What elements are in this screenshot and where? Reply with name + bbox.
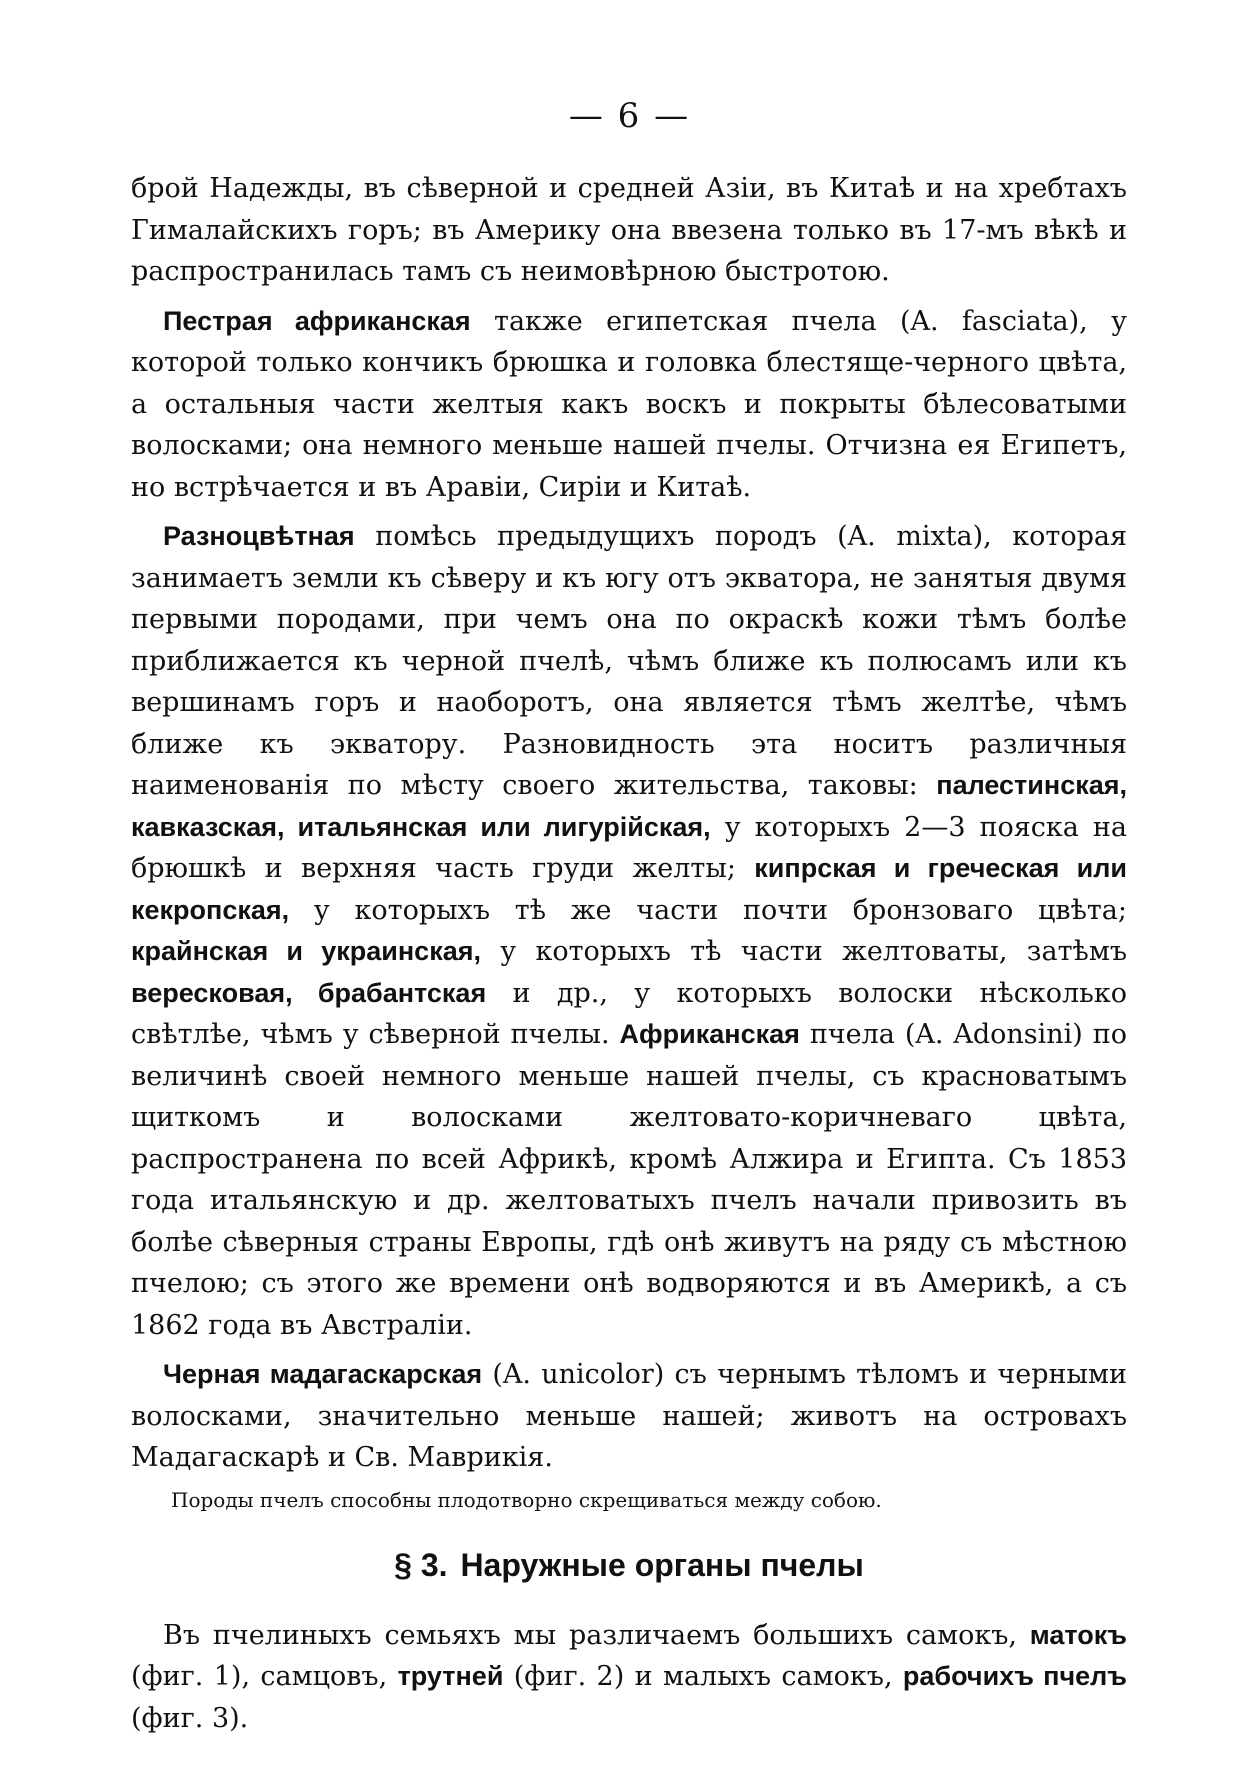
paragraph-text: (A. unicolor) съ чернымъ тѣломъ и черными волосками, значительно меньше нашей; животъ на островахъ Мадагаскарѣ и Св. Маврикія. [131, 1359, 1127, 1473]
paragraph-text: и др., у которыхъ волоски нѣсколько свѣтлѣе, чѣмъ у сѣверной пчелы. [131, 977, 1127, 1050]
bee-breed-name: Черная мадагаскарская [163, 1359, 483, 1389]
paragraph-african-striped-bee [131, 301, 1127, 509]
paragraph-text: (фиг. 1), самцовъ, [131, 1661, 398, 1692]
paragraph-text: у которыхъ 2—3 пояска на брюшкѣ и верхняя часть груди желты; [131, 811, 1127, 884]
body-text [131, 168, 1127, 1739]
section-heading [131, 1543, 1127, 1587]
paragraph-text: помѣсь предыдущихъ породъ (A. mixta), которая занимаетъ земли къ сѣверу и къ югу отъ экватора, не занятыя двумя первыми породами, при чемъ она по окраскѣ кожи тѣмъ болѣе приближается къ черной пчелѣ, чѣмъ ближе къ полюсамъ или къ вершинамъ горъ и наоборотъ, она является тѣмъ желтѣе, чѣмъ ближе къ экватору. Разновидность эта носитъ различныя наименованія по мѣсту своего жительства, таковы: [131, 521, 1127, 801]
caste-name: рабочихъ пчелъ [902, 1661, 1127, 1691]
bee-breed-name: Разноцвѣтная [163, 521, 355, 551]
bee-breed-name: крайнская и украинская, [131, 936, 481, 966]
paragraph-text: у которыхъ тѣ части желтоваты, затѣмъ [480, 936, 1127, 967]
bee-breed-name: палестинская, кавказская, итальянская или лигурійская, [131, 770, 1127, 842]
paragraph-mixed-bee [131, 516, 1127, 1346]
paragraph-text: (фиг. 3). [131, 1702, 249, 1734]
paragraph-text: также египетская пчела (A. fasciata), у которой только кончикъ брюшка и головка блестяще-черного цвѣта, а остальныя части желтыя какъ воскъ и покрыты бѣлесоватыми волосками; она немного меньше нашей пчелы. Отчизна ея Египетъ, но встрѣчается и въ Аравіи, Сиріи и Китаѣ. [131, 305, 1127, 503]
paragraph-text: у которыхъ тѣ же части почти бронзоваго цвѣта; [289, 894, 1127, 926]
paragraph-madagascar-bee [131, 1354, 1127, 1479]
footnote-crossbreeding: Породы пчелъ способны плодотворно скрещиваться между собою. [171, 1487, 882, 1512]
bee-breed-name: вересковая, брабантская [131, 977, 487, 1008]
paragraph-text: Въ пчелиныхъ семьяхъ мы различаемъ большихъ самокъ, [163, 1619, 1030, 1651]
paragraph-text: (фиг. 2) и малыхъ самокъ, [503, 1661, 903, 1692]
paragraph-text: пчела (A. Adonsini) по величинѣ своей немного меньше нашей пчелы, съ красноватымъ щиткомъ и волосками желтовато-коричневаго цвѣта, распространена по всей Африкѣ, кромѣ Алжира и Египта. Съ 1853 года итальянскую и др. желтоватыхъ пчелъ начали привозить въ болѣе сѣверныя страны Европы, гдѣ онѣ живутъ на ряду съ мѣстною пчелою; съ этого же времени онѣ водворяются и въ Америкѣ, а съ 1862 года въ Австраліи. [131, 1019, 1128, 1341]
page-number: — 6 — [568, 96, 691, 136]
section-title: Наружные органы пчелы [460, 1546, 864, 1583]
bee-breed-name: кипрская и греческая или кекропская, [131, 853, 1127, 925]
bee-breed-name: Пестрая африканская [163, 305, 471, 336]
caste-name: трутней [397, 1661, 504, 1691]
paragraph-text: брой Надежды, въ сѣверной и средней Азіи, въ Китаѣ и на хребтахъ Гималайскихъ горъ; въ Америку она ввезена только въ 17-мъ вѣкѣ и распространилась тамъ съ неимовѣрною быстротою. [131, 173, 1127, 287]
paragraph-continuation [131, 168, 1127, 293]
bee-breed-name: Африканская [619, 1019, 800, 1049]
paragraph-bee-castes [131, 1615, 1127, 1740]
caste-name: матокъ [1029, 1619, 1127, 1650]
section-number: § 3. [394, 1546, 448, 1583]
